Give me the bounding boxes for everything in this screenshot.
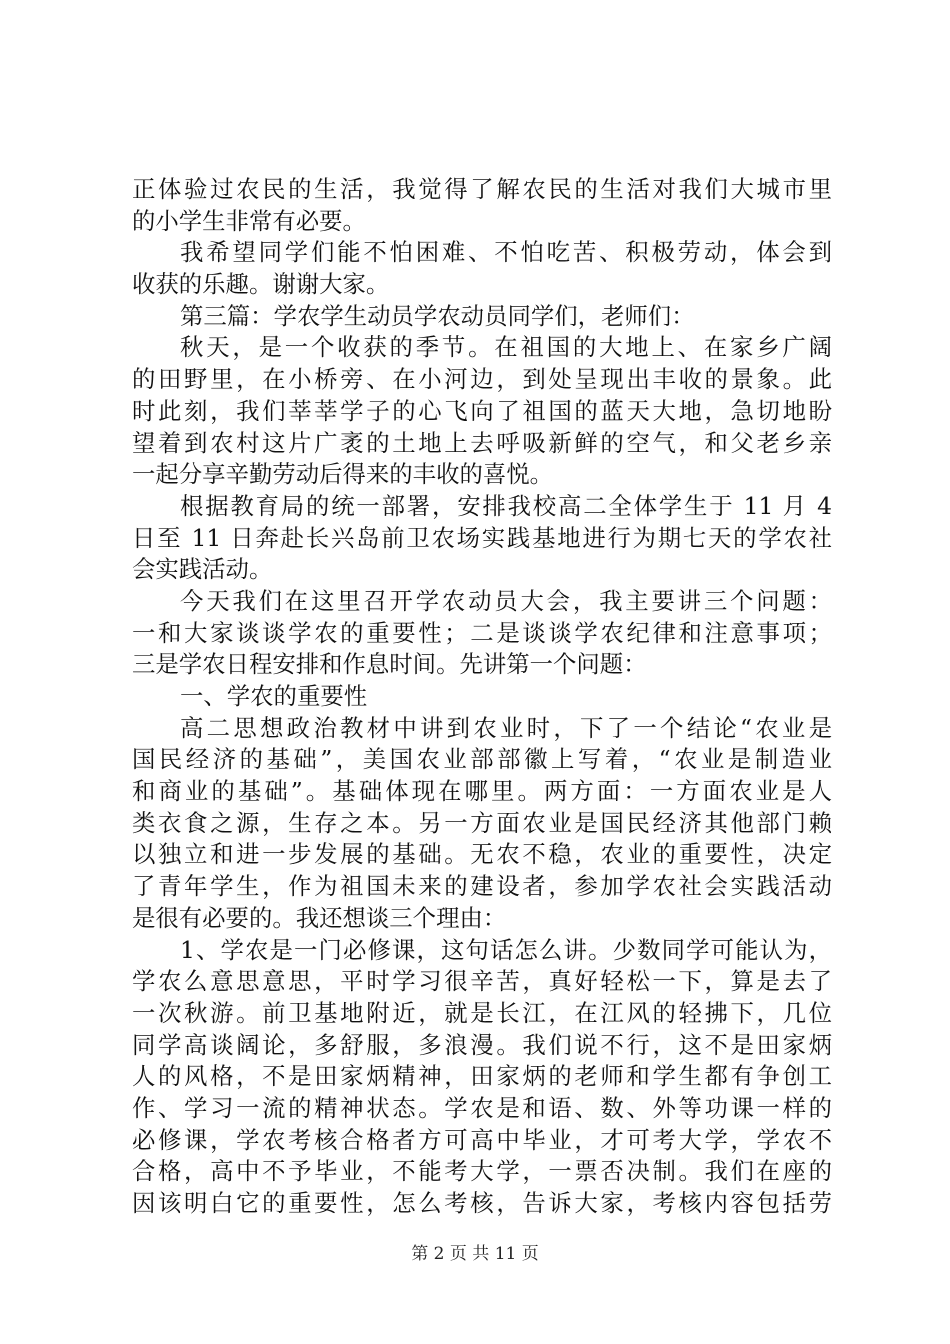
text-line: 类衣食之源，生存之本。另一方面农业是国民经济其他部门赖: [132, 808, 832, 837]
text-line: 必修课，学农考核合格者方可高中毕业，才可考大学，学农不: [132, 1125, 832, 1154]
text-line: 因该明白它的重要性，怎么考核，告诉大家，考核内容包括劳: [132, 1189, 832, 1217]
text-line: 会实践活动。: [132, 555, 273, 584]
text-line: 根据教育局的统一部署，安排我校高二全体学生于 11 月 4: [180, 491, 832, 520]
page-number-label: 第 2 页 共 11 页: [411, 1244, 539, 1264]
text-line: 我希望同学们能不怕困难、不怕吃苦、积极劳动，体会到: [180, 238, 832, 267]
text-line: 望着到农村这片广袤的土地上去呼吸新鲜的空气，和父老乡亲: [132, 428, 832, 457]
text-line: 合格，高中不予毕业，不能考大学，一票否决制。我们在座的: [132, 1157, 832, 1186]
text-line: 学农么意思意思，平时学习很辛苦，真好轻松一下，算是去了: [132, 967, 832, 996]
text-line: 的田野里，在小桥旁、在小河边，到处呈现出丰收的景象。此: [132, 365, 832, 394]
text-line: 国民经济的基础”，美国农业部部徽上写着，“农业是制造业: [132, 745, 832, 774]
text-line: 作、学习一流的精神状态。学农是和语、数、外等功课一样的: [132, 1093, 832, 1122]
text-line: 正体验过农民的生活，我觉得了解农民的生活对我们大城市里: [132, 175, 832, 203]
text-line: 一起分享辛勤劳动后得来的丰收的喜悦。: [132, 460, 554, 489]
text-line: 日至 11 日奔赴长兴岛前卫农场实践基地进行为期七天的学农社: [132, 523, 832, 552]
text-line: 人的风格，不是田家炳精神，田家炳的老师和学生都有争创工: [132, 1062, 832, 1091]
text-line: 收获的乐趣。谢谢大家。: [132, 270, 390, 299]
page-footer: [0, 1242, 950, 1266]
text-line: 三是学农日程安排和作息时间。先讲第一个问题：: [132, 650, 647, 679]
text-line: 1、学农是一门必修课，这句话怎么讲。少数同学可能认为，: [180, 935, 832, 964]
document-body: [132, 174, 832, 1220]
text-line: 一次秋游。前卫基地附近，就是长江，在江风的轻拂下，几位: [132, 998, 832, 1027]
text-line: 和商业的基础”。基础体现在哪里。两方面：一方面农业是人: [132, 777, 832, 806]
text-line: 是很有必要的。我还想谈三个理由：: [132, 903, 507, 932]
text-line: 了青年学生，作为祖国未来的建设者，参加学农社会实践活动: [132, 872, 832, 901]
text-line: 高二思想政治教材中讲到农业时，下了一个结论“农业是: [180, 713, 832, 742]
text-line: 时此刻，我们莘莘学子的心飞向了祖国的蓝天大地，急切地盼: [132, 396, 832, 425]
text-line: 一、学农的重要性: [180, 682, 368, 710]
text-line: 第三篇：学农学生动员学农动员同学们，老师们：: [180, 301, 695, 330]
text-line: 一和大家谈谈学农的重要性；二是谈谈学农纪律和注意事项；: [132, 618, 832, 647]
text-line: 以独立和进一步发展的基础。无农不稳，农业的重要性，决定: [132, 840, 832, 869]
text-line: 同学高谈阔论，多舒服，多浪漫。我们说不行，这不是田家炳: [132, 1030, 832, 1059]
text-line: 的小学生非常有必要。: [132, 206, 366, 235]
text-line: 秋天，是一个收获的季节。在祖国的大地上、在家乡广阔: [180, 333, 832, 362]
text-line: 今天我们在这里召开学农动员大会，我主要讲三个问题：: [180, 586, 832, 615]
